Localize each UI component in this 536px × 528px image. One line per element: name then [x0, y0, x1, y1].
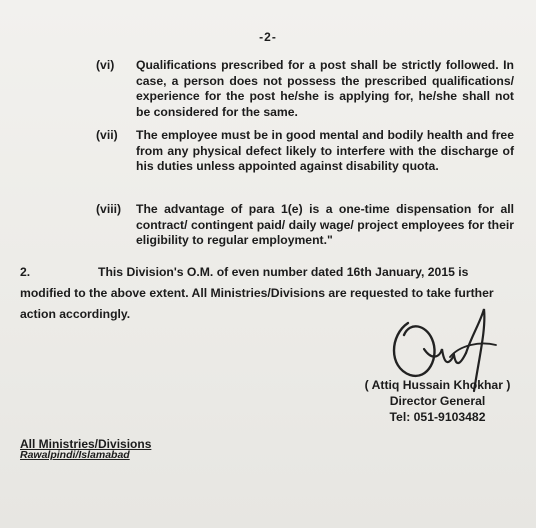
item-number: (vi): [96, 58, 115, 72]
paragraph-line: This Division's O.M. of even number dated 16th January, 2015 is: [98, 265, 469, 279]
item-text: The employee must be in good mental and bodily health and free from any physical defect likely to interfere with the discharge of his duties unless appointed against disability quota.: [136, 128, 514, 173]
item-text: The advantage of para 1(e) is a one-time dispensation for all contract/ contingent paid/ daily wage/ project employees for their eligibility to regular employment.": [136, 202, 514, 247]
signature-block: [345, 305, 530, 425]
item-number: (viii): [96, 202, 122, 216]
item-number: (vii): [96, 128, 118, 142]
addressee-line: All Ministries/Divisions: [20, 437, 152, 451]
signatory-name: ( Attiq Hussain Khokhar ): [364, 378, 511, 392]
addressee-location: Rawalpindi/Islamabad: [20, 449, 130, 461]
page-number: -2-: [259, 30, 277, 44]
paragraph-number: 2.: [20, 265, 31, 279]
paragraph-line: modified to the above extent. All Ministries/Divisions are requested to take further: [20, 286, 494, 300]
signatory-title: Director General: [389, 394, 486, 408]
paragraph-line: action accordingly.: [20, 307, 131, 321]
item-text: Qualifications prescribed for a post shall be strictly followed. In case, a person does not possess the prescribed qualifications/ experience for the post he/she is applying for, he/she shall not be considered for the same.: [136, 58, 514, 119]
signatory-tel: Tel: 051-9103482: [389, 410, 486, 424]
